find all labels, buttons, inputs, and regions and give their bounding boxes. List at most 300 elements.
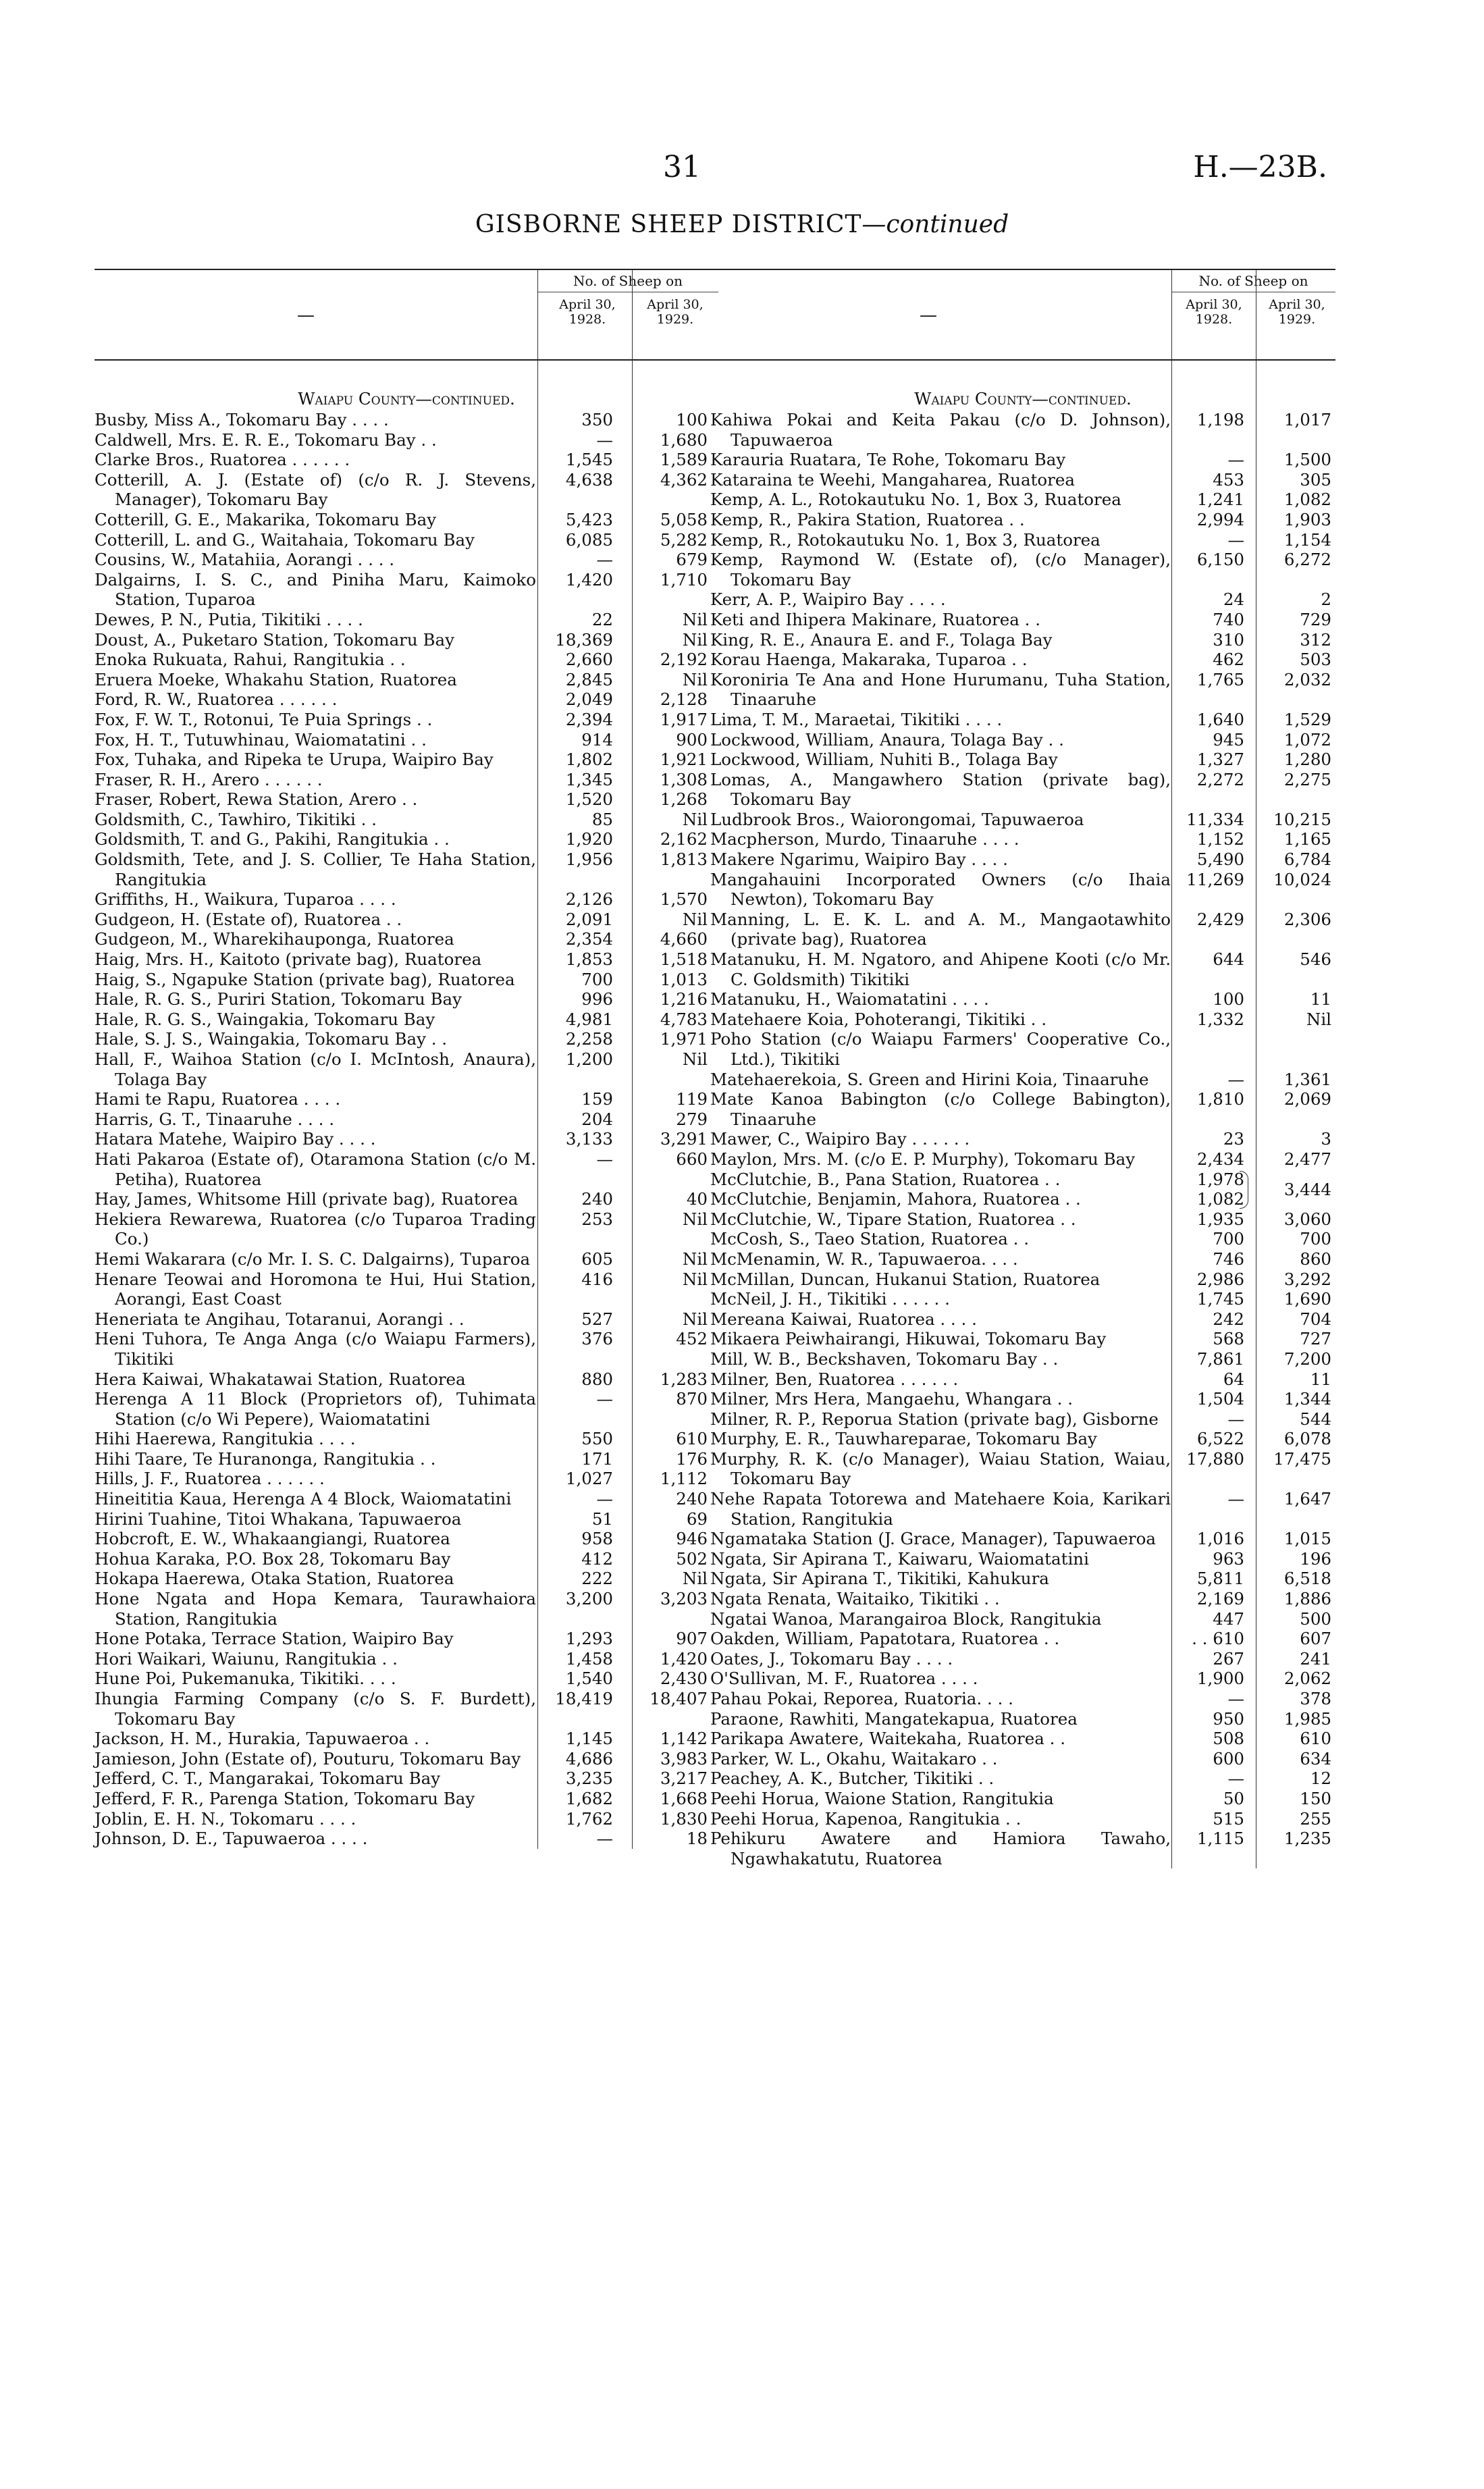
sheep-1929: 2,032	[1283, 669, 1331, 689]
sheep-1928: —	[596, 1829, 613, 1849]
sheep-1928: 1,956	[565, 849, 613, 870]
sheep-1928: 958	[581, 1529, 613, 1549]
sheep-1929: 1,903	[1283, 509, 1331, 529]
sheep-1929: 946	[676, 1529, 708, 1549]
sheep-1928: 11,334	[1186, 809, 1244, 829]
sheep-1929: 1,886	[1283, 1589, 1331, 1609]
table-row	[710, 1589, 1335, 1609]
table-row	[95, 1209, 718, 1249]
table-row	[95, 710, 718, 730]
sheep-1929: 3	[1321, 1129, 1331, 1149]
holder-name: Henare Teowai and Horomona te Hui, Hui Station, Aorangi, East Coast	[95, 1269, 536, 1309]
sheep-1929: 1,420	[660, 1648, 708, 1669]
sheep-1929: 610	[1300, 1729, 1331, 1749]
holder-name: Gudgeon, M., Wharekihauponga, Ruatorea	[95, 929, 454, 949]
sheep-1929: 907	[676, 1629, 708, 1649]
table-row	[95, 1649, 718, 1669]
holder-name: Matanuku, H. M. Ngatoro, and Ahipene Kooti (c/o Mr. C. Goldsmith) Tikitiki	[710, 949, 1171, 989]
sheep-1928: 950	[1213, 1708, 1244, 1729]
sheep-1928: 1,458	[565, 1648, 613, 1669]
holder-name: Kemp, R., Pakira Station, Ruatorea . .	[710, 509, 1025, 529]
sheep-1928: 2,126	[565, 889, 613, 910]
sheep-1929: 12	[1310, 1769, 1331, 1789]
holder-name: Haig, S., Ngapuke Station (private bag), Ruatorea	[95, 969, 515, 989]
sheep-1928: —	[1227, 1689, 1244, 1708]
table-row	[710, 1569, 1335, 1589]
sheep-1928: 11,269	[1186, 869, 1244, 889]
sheep-1928: 2,258	[565, 1029, 613, 1049]
sheep-1929: 3,444	[1283, 1179, 1331, 1199]
sheep-1928: —	[1227, 450, 1244, 470]
header-group-label: No. of Sheep on	[537, 273, 718, 292]
table-row	[95, 1789, 718, 1809]
table-row	[710, 630, 1335, 650]
table-row	[95, 450, 718, 470]
sheep-1929: 2,477	[1283, 1149, 1331, 1169]
sheep-1929: 544	[1300, 1409, 1331, 1429]
sheep-1928: 2,986	[1196, 1269, 1244, 1289]
table-row	[95, 670, 718, 690]
table-row	[710, 470, 1335, 490]
header-group-label: No. of Sheep on	[1171, 273, 1335, 292]
sheep-1928: 376	[581, 1329, 613, 1349]
sheep-1929: 1,283	[660, 1369, 708, 1389]
holder-name: Cousins, W., Matahiia, Aorangi . . . .	[95, 550, 395, 570]
sheep-1929: 546	[1300, 949, 1331, 970]
holder-name: McMillan, Duncan, Hukanui Station, Ruatorea	[710, 1269, 1101, 1289]
holder-name: Kemp, R., Rotokautuku No. 1, Box 3, Ruatorea	[710, 529, 1101, 550]
sheep-1928: 527	[581, 1309, 613, 1329]
holder-name: Jefferd, C. T., Mangarakai, Tokomaru Bay	[95, 1769, 441, 1789]
table-row	[710, 710, 1335, 730]
sheep-1929: 40	[686, 1189, 708, 1209]
holder-name: Milner, Mrs Hera, Mangaehu, Whangara . .	[710, 1389, 1074, 1409]
table-row	[710, 1629, 1335, 1649]
table-row	[95, 1769, 718, 1789]
sheep-1929: 2,069	[1283, 1089, 1331, 1109]
sheep-1929: Nil	[682, 1249, 708, 1269]
sheep-1929: 660	[676, 1149, 708, 1169]
sheep-1929: 1,361	[1283, 1069, 1331, 1089]
sheep-1929: 1,680	[660, 429, 708, 450]
sheep-1928: 18,419	[555, 1689, 613, 1708]
holder-name: Mill, W. B., Beckshaven, Tokomaru Bay . .	[710, 1348, 1059, 1369]
holder-name: Goldsmith, C., Tawhiro, Tikitiki . .	[95, 809, 377, 829]
table-row	[710, 949, 1335, 989]
table-row	[95, 1049, 718, 1089]
sheep-1928: 508	[1213, 1729, 1244, 1749]
sheep-1929: Nil	[682, 809, 708, 829]
sheep-1928: —	[1227, 1769, 1244, 1789]
table-row	[710, 1029, 1335, 1069]
table-row	[710, 590, 1335, 610]
sheep-1929: 1,500	[1283, 450, 1331, 470]
holder-name: Milner, R. P., Reporua Station (private bag), Gisborne	[710, 1409, 1159, 1429]
sheep-1929: 1,813	[660, 849, 708, 870]
sheep-1929: 11	[1310, 989, 1331, 1010]
sheep-1928: . . 610	[1192, 1629, 1244, 1649]
holder-name: Caldwell, Mrs. E. R. E., Tokomaru Bay . .	[95, 429, 437, 450]
sheep-1929: 1,015	[1283, 1529, 1331, 1549]
sheep-1928: 945	[1213, 729, 1244, 750]
sheep-1928: 350	[581, 410, 613, 429]
sheep-1929: 1,142	[660, 1729, 708, 1749]
holder-name: Hami te Rapu, Ruatorea . . . .	[95, 1089, 341, 1109]
left-column	[95, 269, 718, 1849]
sheep-1928: 1,027	[565, 1469, 613, 1489]
sheep-1929: 378	[1300, 1689, 1331, 1708]
holder-name: Murphy, R. K. (c/o Manager), Waiau Station, Waiau, Tokomaru Bay	[710, 1448, 1171, 1489]
sheep-1928: 5,811	[1196, 1569, 1244, 1589]
sheep-1928: 1,920	[565, 829, 613, 849]
sheep-1928: —	[596, 1389, 613, 1409]
holder-name: Ludbrook Bros., Waiorongomai, Tapuwaeroa	[710, 809, 1084, 829]
table-row	[95, 770, 718, 790]
sheep-1928: —	[1227, 529, 1244, 550]
sheep-1928: 1,935	[1196, 1209, 1244, 1229]
holder-name: Ngata, Sir Apirana T., Tikitiki, Kahukura	[710, 1569, 1049, 1589]
sheep-1929: 1,344	[1283, 1389, 1331, 1409]
sheep-1929: 3,203	[660, 1589, 708, 1609]
holder-name: Kemp, A. L., Rotokautuku No. 1, Box 3, Ruatorea	[710, 490, 1121, 510]
table-row	[710, 910, 1335, 949]
table-row	[95, 970, 718, 990]
holder-name: Koroniria Te Ana and Hone Hurumanu, Tuha Station, Tinaaruhe	[710, 669, 1171, 710]
sheep-1929: 2,128	[660, 689, 708, 710]
sheep-1928: 2,429	[1196, 909, 1244, 929]
sheep-1928: 4,638	[565, 469, 613, 490]
holder-name: Oates, J., Tokomaru Bay . . . .	[710, 1648, 953, 1669]
table-row	[710, 1709, 1335, 1729]
sheep-1929: 6,078	[1283, 1429, 1331, 1449]
table-row	[95, 1569, 718, 1589]
holder-name: Kerr, A. P., Waipiro Bay . . . .	[710, 590, 946, 610]
sheep-1929: 729	[1300, 609, 1331, 629]
table-row	[710, 1129, 1335, 1149]
table-row	[95, 650, 718, 670]
table-row	[710, 410, 1335, 450]
sheep-1929: 1,280	[1283, 750, 1331, 770]
holder-name: Maylon, Mrs. M. (c/o E. P. Murphy), Tokomaru Bay	[710, 1149, 1136, 1169]
table-row	[710, 1089, 1335, 1129]
header-year-1928: April 30, 1928.	[1186, 297, 1242, 327]
right-column	[710, 269, 1335, 1868]
table-row	[95, 1429, 718, 1449]
sheep-1928: 1,520	[565, 789, 613, 810]
sheep-1928: 240	[581, 1189, 613, 1209]
sheep-1929: 3,291	[660, 1129, 708, 1149]
table-row	[710, 550, 1335, 590]
holder-name: Kataraina te Weehi, Mangaharea, Ruatorea	[710, 469, 1075, 490]
sheep-1929: 1,017	[1283, 410, 1331, 429]
table-row	[710, 1229, 1335, 1249]
holder-name: Ngatai Wanoa, Marangairoa Block, Rangitukia	[710, 1608, 1102, 1629]
table-row	[95, 1329, 718, 1369]
sheep-1929: 2,306	[1283, 909, 1331, 929]
sheep-1928: 6,150	[1196, 550, 1244, 570]
sheep-1928: 1,200	[565, 1049, 613, 1069]
sheep-1928: 1,198	[1196, 410, 1244, 429]
table-row	[710, 1189, 1335, 1209]
holder-name: Lockwood, William, Nuhiti B., Tolaga Bay	[710, 750, 1058, 770]
sheep-1929: 1,013	[660, 969, 708, 989]
table-row	[710, 1689, 1335, 1709]
table-row	[710, 1389, 1335, 1409]
table-row	[710, 829, 1335, 849]
holder-name: Kemp, Raymond W. (Estate of), (c/o Manager), Tokomaru Bay	[710, 550, 1171, 590]
holder-name: Hall, F., Waihoa Station (c/o I. McIntosh, Anaura), Tolaga Bay	[95, 1049, 536, 1089]
sheep-1928: —	[596, 550, 613, 570]
sheep-1928: 2,994	[1196, 509, 1244, 529]
holder-name: Hera Kaiwai, Whakatawai Station, Ruatorea	[95, 1369, 466, 1389]
table-row	[95, 1249, 718, 1269]
sheep-1929: 1,971	[660, 1029, 708, 1049]
sheep-1929: Nil	[682, 1269, 708, 1289]
sheep-1928: 3,235	[565, 1769, 613, 1789]
sheep-1929: 10,024	[1273, 869, 1331, 889]
sheep-1929: 860	[1300, 1249, 1331, 1269]
table-row	[95, 1189, 718, 1209]
table-row	[710, 1649, 1335, 1669]
sheep-1929: 607	[1300, 1629, 1331, 1649]
table-row	[95, 1829, 718, 1849]
table-row	[710, 450, 1335, 470]
sheep-1928: 600	[1213, 1748, 1244, 1769]
table-row	[710, 750, 1335, 770]
sheep-1928: 222	[581, 1569, 613, 1589]
sheep-1928: 644	[1213, 949, 1244, 970]
sheep-1929: 1,830	[660, 1808, 708, 1829]
table-row	[710, 1609, 1335, 1629]
sheep-1929: 502	[676, 1548, 708, 1569]
sheep-1929: 2,062	[1283, 1669, 1331, 1689]
holder-name: McNeil, J. H., Tikitiki . . . . . .	[710, 1289, 950, 1309]
table-row	[95, 1149, 718, 1189]
sheep-1928: —	[596, 429, 613, 450]
header-dash: —	[297, 305, 315, 325]
sheep-1928: 1,802	[565, 750, 613, 770]
sheep-1928: 416	[581, 1269, 613, 1289]
sheep-1928: 2,169	[1196, 1589, 1244, 1609]
holder-name: Harris, G. T., Tinaaruhe . . . .	[95, 1109, 334, 1129]
table-row	[95, 510, 718, 530]
table-row	[710, 1209, 1335, 1230]
sheep-1928: 2,660	[565, 650, 613, 670]
holder-name: Hemi Wakarara (c/o Mr. I. S. C. Dalgairns), Tuparoa	[95, 1249, 531, 1269]
table-row	[95, 1549, 718, 1569]
table-row	[95, 1309, 718, 1330]
sheep-1928: 1,332	[1196, 1009, 1244, 1029]
table-row	[710, 650, 1335, 670]
table-row	[710, 1529, 1335, 1549]
sheep-1928: 963	[1213, 1548, 1244, 1569]
holder-name: Milner, Ben, Ruatorea . . . . . .	[710, 1369, 959, 1389]
holder-name: Goldsmith, Tete, and J. S. Collier, Te Haha Station, Rangitukia	[95, 849, 536, 889]
holder-name: Hills, J. F., Ruatorea . . . . . .	[95, 1469, 325, 1489]
holder-name: Hokapa Haerewa, Otaka Station, Ruatorea	[95, 1569, 454, 1589]
table-row	[95, 1629, 718, 1649]
sheep-1928: 746	[1213, 1249, 1244, 1269]
sheep-1928: 1,504	[1196, 1389, 1244, 1409]
table-row	[710, 730, 1335, 750]
table-row	[710, 1549, 1335, 1569]
sheep-1928: 996	[581, 989, 613, 1010]
sheep-1929: 1,308	[660, 769, 708, 789]
sheep-1928: 17,880	[1186, 1448, 1244, 1469]
sheep-1929: 2,430	[660, 1669, 708, 1689]
holder-name: Hale, R. G. S., Puriri Station, Tokomaru Bay	[95, 989, 462, 1010]
sheep-1928: 1,293	[565, 1629, 613, 1649]
table-row	[710, 1809, 1335, 1829]
table-row	[95, 1089, 718, 1109]
sheep-1929: 3,292	[1283, 1269, 1331, 1289]
sheep-1928: 100	[1213, 989, 1244, 1010]
sheep-1929: 1,589	[660, 450, 708, 470]
sheep-1929: 176	[676, 1448, 708, 1469]
sheep-1928: 2,434	[1196, 1149, 1244, 1169]
sheep-1928: —	[596, 1489, 613, 1509]
holder-name: Lima, T. M., Maraetai, Tikitiki . . . .	[710, 709, 1003, 729]
holder-name: Paraone, Rawhiti, Mangatekapua, Ruatorea	[710, 1708, 1078, 1729]
table-row	[710, 810, 1335, 830]
sheep-1928: 253	[581, 1209, 613, 1229]
holder-name: Macpherson, Murdo, Tinaaruhe . . . .	[710, 829, 1019, 849]
table-row	[95, 1449, 718, 1469]
table-row	[710, 490, 1335, 510]
sheep-1928: 550	[581, 1429, 613, 1449]
sheep-1929: 4,783	[660, 1009, 708, 1029]
sheep-1928: 1,810	[1196, 1089, 1244, 1109]
sheep-1928: 914	[581, 729, 613, 750]
sheep-1929: 2,192	[660, 650, 708, 670]
holder-name: Hirini Tuahine, Titoi Whakana, Tapuwaeroa	[95, 1509, 462, 1529]
table-row	[710, 1669, 1335, 1689]
header-year-1929: April 30, 1929.	[1269, 297, 1325, 327]
holder-name: Ngamataka Station (J. Grace, Manager), Tapuwaeroa	[710, 1529, 1156, 1549]
sheep-1929: Nil	[682, 629, 708, 650]
sheep-1929: 1,529	[1283, 709, 1331, 729]
sheep-1929: 7,200	[1283, 1348, 1331, 1369]
sheep-1928: 2,049	[565, 689, 613, 710]
holder-name: Heni Tuhora, Te Anga Anga (c/o Waiapu Farmers), Tikitiki	[95, 1329, 536, 1369]
sheep-1928: 5,490	[1196, 849, 1244, 870]
table-row	[710, 1429, 1335, 1449]
sheep-1928: 159	[581, 1089, 613, 1109]
sheep-1928: 2,272	[1196, 769, 1244, 789]
sheep-1928: 1,978	[1171, 1170, 1244, 1190]
sheep-1929: 18	[686, 1829, 708, 1849]
table-row	[710, 1729, 1335, 1749]
document-code: H.—23B.	[1193, 150, 1327, 184]
holder-name: Karauria Ruatara, Te Rohe, Tokomaru Bay	[710, 450, 1066, 470]
table-row	[95, 789, 718, 810]
sheep-1929: 17,475	[1273, 1448, 1331, 1469]
sheep-1929: 3,217	[660, 1769, 708, 1789]
sheep-1929: 100	[676, 410, 708, 429]
table-row	[710, 1070, 1335, 1090]
holder-name: McClutchie, Benjamin, Mahora, Ruatorea . .	[710, 1189, 1081, 1209]
holder-name: Ford, R. W., Ruatorea . . . . . .	[95, 689, 338, 710]
holder-name: Peehi Horua, Waione Station, Rangitukia	[710, 1788, 1054, 1808]
sheep-1928: 1,241	[1196, 490, 1244, 510]
sheep-1929: 1,216	[660, 989, 708, 1010]
holder-name: Fox, Tuhaka, and Ripeka te Urupa, Waipiro Bay	[95, 750, 494, 770]
sheep-1928: —	[1227, 1489, 1244, 1509]
holder-name: Makere Ngarimu, Waipiro Bay . . . .	[710, 849, 1008, 870]
sheep-1929: 241	[1300, 1648, 1331, 1669]
table-row	[95, 1509, 718, 1529]
table-row	[95, 1529, 718, 1549]
sheep-1929: 1,154	[1283, 529, 1331, 550]
holder-name: Nehe Rapata Totorewa and Matehaere Koia, Karikari Station, Rangitukia	[710, 1489, 1171, 1529]
table-row	[710, 530, 1335, 550]
table-row	[95, 1389, 718, 1429]
holder-name: McCosh, S., Taeo Station, Ruatorea . .	[710, 1229, 1030, 1249]
sheep-1929: 279	[676, 1109, 708, 1129]
sheep-1929: 1,570	[660, 889, 708, 910]
table-row	[95, 1469, 718, 1489]
sheep-1929: Nil	[682, 1309, 708, 1329]
sheep-1928: 242	[1213, 1309, 1244, 1329]
sheep-1929: 2,275	[1283, 769, 1331, 789]
holder-name: Hati Pakaroa (Estate of), Otaramona Station (c/o M. Petiha), Ruatorea	[95, 1149, 536, 1189]
sheep-1928: —	[1227, 1069, 1244, 1089]
table-row	[95, 1129, 718, 1149]
holder-name: Matehaerekoia, S. Green and Hirini Koia, Tinaaruhe	[710, 1069, 1149, 1089]
holder-name: Peachey, A. K., Butcher, Tikitiki . .	[710, 1769, 995, 1789]
table-row	[95, 470, 718, 510]
sheep-1928: 2,394	[565, 709, 613, 729]
table-row	[710, 1289, 1335, 1309]
table-row	[95, 1109, 718, 1130]
header-year-1929: April 30, 1929.	[647, 297, 704, 327]
table-row	[710, 1749, 1335, 1769]
holder-name: Oakden, William, Papatotara, Ruatorea . .	[710, 1629, 1060, 1649]
holder-name: Goldsmith, T. and G., Pakihi, Rangitukia . .	[95, 829, 450, 849]
holder-name: Peehi Horua, Kapenoa, Rangitukia . .	[710, 1808, 1022, 1829]
table-row	[95, 570, 718, 610]
sheep-1928: 1,545	[565, 450, 613, 470]
holder-name: Ihungia Farming Company (c/o S. F. Burdett), Tokomaru Bay	[95, 1689, 536, 1729]
sheep-1929: 2,162	[660, 829, 708, 849]
sheep-1929: 1,112	[660, 1469, 708, 1489]
sheep-1928: 605	[581, 1249, 613, 1269]
section-heading: Waiapu County—continued.	[298, 389, 515, 409]
sheep-1929: 679	[676, 550, 708, 570]
sheep-1929: 240	[676, 1489, 708, 1509]
table-row	[710, 989, 1335, 1010]
holder-name: Hone Ngata and Hopa Kemara, Taurawhaiora Station, Rangitukia	[95, 1589, 536, 1629]
holder-name: Murphy, E. R., Tauwhareparae, Tokomaru Bay	[710, 1429, 1097, 1449]
sheep-1929: 700	[1300, 1229, 1331, 1249]
sheep-1929: Nil	[1306, 1009, 1331, 1029]
table-row	[95, 630, 718, 650]
sheep-1928: 1,016	[1196, 1529, 1244, 1549]
header-dash: —	[920, 305, 937, 325]
holder-name: Hekiera Rewarewa, Ruatorea (c/o Tuparoa Trading Co.)	[95, 1209, 536, 1249]
table-row	[710, 610, 1335, 630]
holder-name: Lockwood, William, Anaura, Tolaga Bay . .	[710, 729, 1064, 750]
table-row	[710, 1309, 1335, 1330]
sheep-1928: 447	[1213, 1608, 1244, 1629]
sheep-1929: 1,690	[1283, 1289, 1331, 1309]
sheep-1929: 1,668	[660, 1788, 708, 1808]
sheep-1929: 3,060	[1283, 1209, 1331, 1229]
table-row	[95, 1729, 718, 1749]
table-row	[710, 1829, 1335, 1868]
holder-name: Mangahauini Incorporated Owners (c/o Ihaia Newton), Tokomaru Bay	[710, 869, 1171, 910]
title-suffix: —continued	[862, 211, 1009, 238]
